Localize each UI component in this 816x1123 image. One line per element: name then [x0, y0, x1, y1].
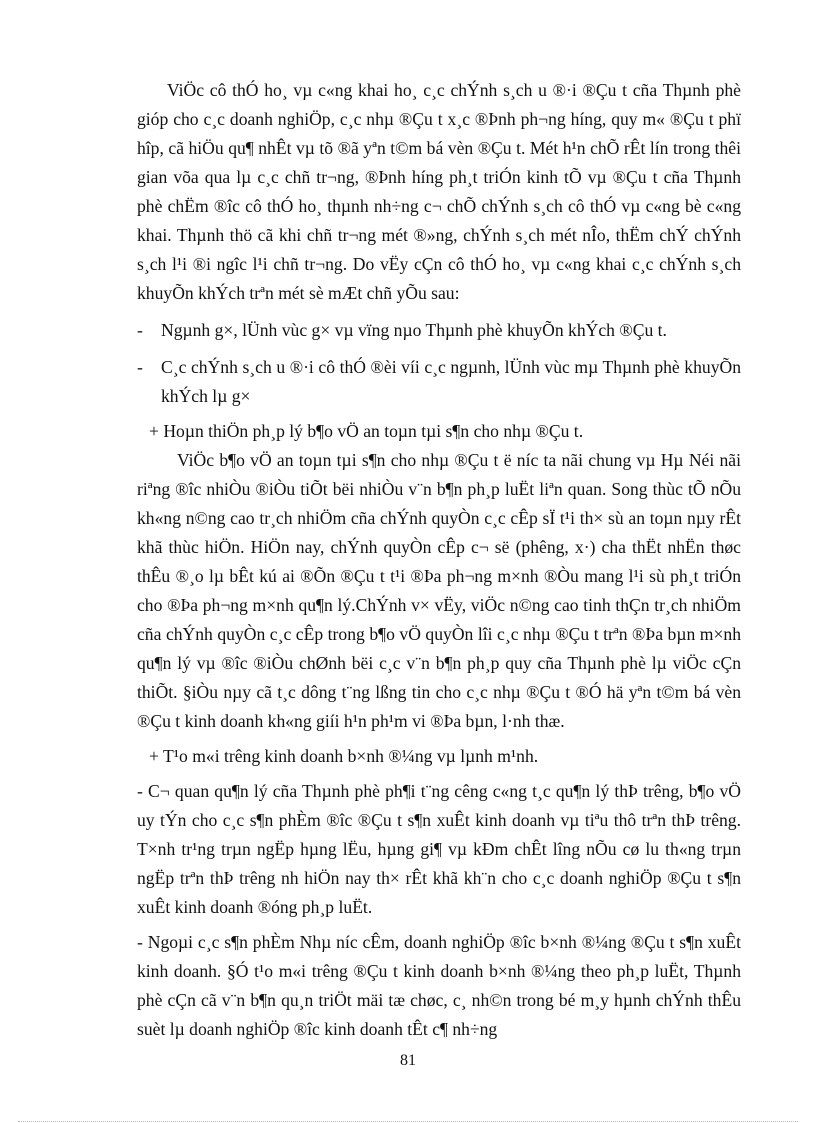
paragraph-intro: ViÖc cô thÓ ho¸ vµ c«ng khai ho¸ c¸c chÝnh s¸ch u ®·i ®Çu t cña Thµnh phè gióp cho c¸c doanh nghiÖp, c¸c nhµ ®Çu t x¸c ®Þnh ph¬ng híng, quy m« ®Çu t phï hîp, cã hiÖu qu¶ nhÊt vµ tõ ®ã yªn t©m bá vèn ®Çu t. Mét h¹n chÕ rÊt lín trong thêi gian võa qua lµ c¸c chñ tr¬ng, ®Þnh híng ph¸t triÓn kinh tÕ vµ ®Çu t cña Thµnh phè chËm ®îc cô thÓ ho¸ thµnh nh÷ng c¬ chÕ chÝnh s¸ch cô thÓ vµ c«ng bè c«ng khai. Thµnh thö cã khi chñ tr¬ng mét ®»ng, chÝnh s¸ch mét nÎo, thËm chÝ chÝnh s¸ch l¹i ®i ngîc l¹i chñ tr¬ng. Do vËy cÇn cô thÓ ho¸ vµ c«ng khai c¸c chÝnh s¸ch khuyÕn khÝch trªn mét sè mÆt chñ yÕu sau: — [137, 80, 741, 303]
heading-fair-environment: + T¹o m«i trêng kinh doanh b×nh ®¼ng vµ lµnh m¹nh. — [149, 746, 539, 766]
heading-asset-safety: + Hoµn thiÖn ph¸p lý b¶o vÖ an toµn tµi s¶n cho nhµ ®Çu t. — [149, 421, 584, 441]
paragraph-market-management: - C¬ quan qu¶n lý cña Thµnh phè ph¶i t¨ng cêng c«ng t¸c qu¶n lý thÞ trêng, b¶o vÖ uy tÝn cho c¸c s¶n phÈm ®îc ®Çu t s¶n xuÊt kinh doanh vµ tiªu thô trªn thÞ trêng. T×nh tr¹ng trµn ngËp hµng lËu, hµng gi¶ vµ kÐm chÊt lîng nÕu cø lu th«ng trµn ngËp trªn thÞ trêng nh hiÖn nay th× rÊt khã kh¨n cho c¸c doanh nghiÖp ®Çu t s¶n xuÊt kinh doanh ®óng ph¸p luËt. — [137, 781, 741, 917]
page-number: 81 — [400, 1052, 416, 1069]
bullet-item-incentives — [137, 353, 741, 411]
bullet-dash: - — [137, 357, 143, 377]
body-text — [137, 76, 741, 1044]
bullet-text: C¸c chÝnh s¸ch u ®·i cô thÓ ®èi víi c¸c ngµnh, lÜnh vùc mµ Thµnh phè khuyÕn khÝch lµ g× — [161, 357, 741, 406]
bullet-dash: - — [137, 320, 143, 340]
bullet-text: Ngµnh g×, lÜnh vùc g× vµ vïng nµo Thµnh phè khuyÕn khÝch ®Çu t. — [161, 320, 667, 340]
page-bottom-divider — [18, 1121, 798, 1122]
paragraph-equal-investment: - Ngoµi c¸c s¶n phÈm Nhµ níc cÊm, doanh nghiÖp ®îc b×nh ®¼ng ®Çu t s¶n xuÊt kinh doanh. §Ó t¹o m«i trêng ®Çu t kinh doanh b×nh ®¼ng theo ph¸p luËt, Thµnh phè cÇn cã v¨n b¶n qu¸n triÖt mäi tæ chøc, c¸ nh©n trong bé m¸y hµnh chÝnh thÊu suèt lµ doanh nghiÖp ®îc kinh doanh tÊt c¶ nh÷ng — [137, 932, 741, 1039]
paragraph-asset-safety: ViÖc b¶o vÖ an toµn tµi s¶n cho nhµ ®Çu t ë níc ta nãi chung vµ Hµ Néi nãi riªng ®îc nhiÒu ®iÒu tiÕt bëi nhiÒu v¨n b¶n ph¸p luËt liªn quan. Song thùc tÕ nÕu kh«ng n©ng cao tr¸ch nhiÖm cña chÝnh quyÒn c¸c cÊp sÏ t¹i th× sù an toµn nµy rÊt khã thùc hiÖn. HiÖn nay, chÝnh quyÒn cÊp c¬ së (phêng, x·) cha thËt nhËn thøc thÊu ®¸o lµ bÊt kú ai ®Õn ®Çu t t¹i ®Þa ph¬ng m×nh ®Òu mang l¹i sù ph¸t triÓn cho ®Þa ph¬ng m×nh qu¶n lý.ChÝnh v× vËy, viÖc n©ng cao tinh thÇn tr¸ch nhiÖm cña chÝnh quyÒn c¸c cÊp trong b¶o vÖ quyÒn lîi c¸c nhµ ®Çu t trªn ®Þa bµn m×nh qu¶n lý vµ ®îc ®iÒu chØnh bëi c¸c v¨n b¶n ph¸p quy cña Thµnh phè lµ viÖc cÇn thiÕt. §iÒu nµy cã t¸c dông t¨ng lßng tin cho c¸c nhµ ®Çu t ®Ó hä yªn t©m bá vèn ®Çu t kinh doanh kh«ng giíi h¹n ph¹m vi ®Þa bµn, l·nh thæ. — [137, 450, 741, 731]
bullet-item-sectors — [137, 316, 741, 345]
